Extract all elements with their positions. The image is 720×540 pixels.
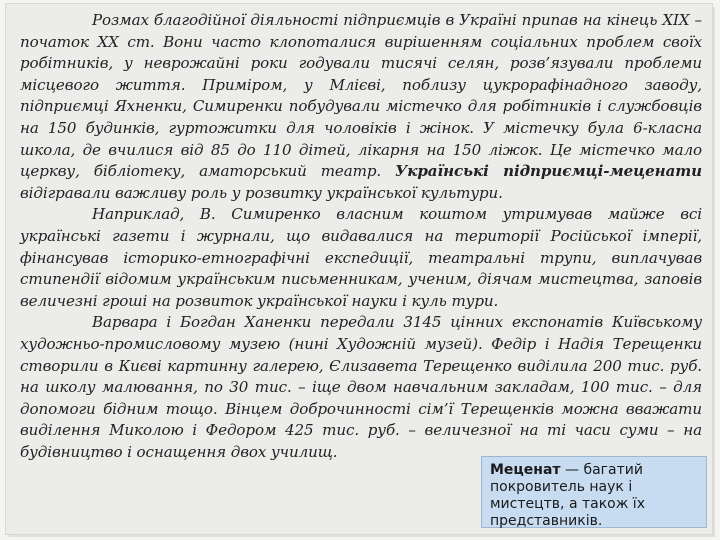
paragraph-3-text: Варвара і Богдан Ханенки передали 3145 цінних експонатів Київському художньо-промисловому музею (нині Художній музей). Федір і Надія Терещенки створили в Києві картинну галерею, Єлизавета Терещенко виділила 200 тис. руб. на школу малювання, по 30 тис. – іще двом навчальним закладам, 100 тис. – для допомоги бідним тощо. Вінцем доброчинності сім’ї Терещенків можна вважати виділення Миколою і Федором 425 тис. руб. – величезної на ті часи суми – на будівництво і оснащення двох училищ. xyxy=(20,313,702,461)
definition-term: Меценат xyxy=(490,462,561,478)
main-text xyxy=(20,10,702,463)
paragraph-3 xyxy=(20,312,702,463)
slide xyxy=(6,4,712,534)
paragraph-1-end: відігравали важливу роль у розвитку української культури. xyxy=(20,183,503,202)
paragraph-1-text: Розмах благодійної діяльності підприємців в Україні припав на кінець XIX – початок XX ст. Вони часто клопоталися вирішенням соціальних проблем своїх робітників, у неврожайні роки годували тисячі селян, розв’язували проблеми місцевого життя. Приміром, у Млієві, поблизу цукрорафінадного заводу, підприємці Яхненки, Симиренки побудували містечко для робітників і службовців на 150 будинків, гуртожитки для чоловіків і жінок. У містечку була 6-класна школа, де вчилися від 85 до 110 дітей, лікарня на 150 ліжок. Це містечко мало церкву, бібліотеку, аматорський театр. xyxy=(20,11,702,181)
paragraph-1 xyxy=(20,10,702,204)
definition-text: — багатий покровитель наук і мистецтв, а також їх представників. xyxy=(490,462,645,529)
highlighted-term: Українські підприємці-меценати xyxy=(395,162,702,181)
paragraph-2 xyxy=(20,204,702,312)
paragraph-2-text: Наприклад, В. Симиренко власним коштом утримував майже всі українські газети і журнали, що видавалися на території Російської імперії, фінансував історико-етнографічні експедиції, театральні трупи, виплачував стипендії відомим українським письменникам, ученим, діячам мистецтва, заповів величезні гроші на розвиток української науки і куль тури. xyxy=(20,205,702,310)
definition-box xyxy=(481,456,707,528)
